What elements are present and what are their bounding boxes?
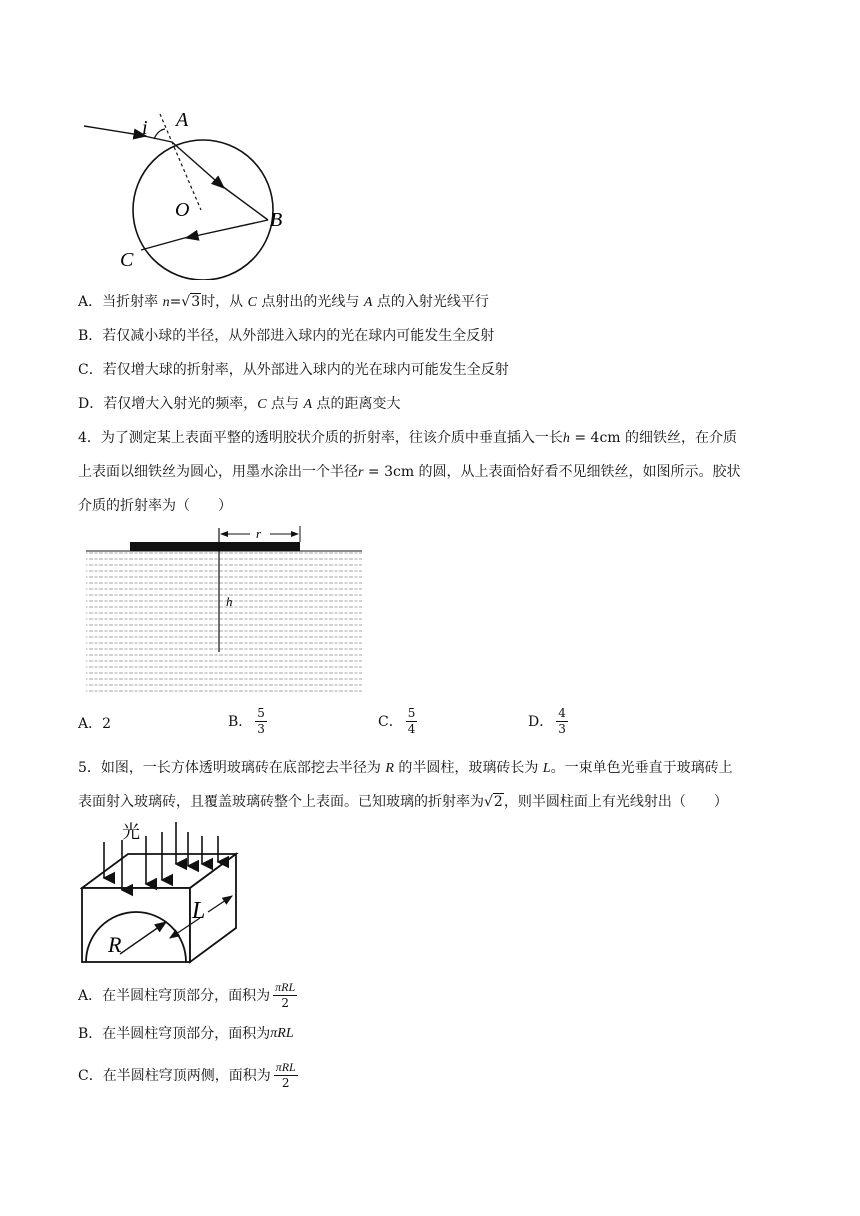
q4-option-c: C． $\frac{5}{4}$ (378, 706, 416, 736)
q5-option-b: B．在半圆柱穹顶部分，面积为 πRL (78, 1026, 294, 1042)
label-A: A (176, 109, 189, 131)
label-r: r (256, 526, 262, 541)
sphere-circle (133, 140, 273, 280)
label-C: C (120, 249, 134, 271)
ink-disc (130, 542, 300, 551)
q5-stem-line2: 表面射入玻璃砖，且覆盖玻璃砖整个上表面。已知玻璃的折射率为√2，则半圆柱面上有光线射出（ ） (78, 794, 728, 810)
fraction-piRL-2: $\frac{\text{πRL}}{2}$ (275, 980, 296, 1010)
medium-wire-figure (80, 520, 370, 698)
label-B: B (270, 209, 283, 231)
label-light: 光 (122, 822, 140, 843)
q3-option-a: A．当折射率 n=√3时，从 C 点射出的光线与 A 点的入射光线平行 (78, 294, 489, 310)
sqrt-3: √3 (181, 294, 201, 310)
refracted-ray-ab (172, 142, 224, 188)
label-O: O (175, 199, 190, 221)
q4-stem-line2: 上表面以细铁丝为圆心，用墨水涂出一个半径r = 3cm 的圆，从上表面恰好看不见细铁丝，如图所示。胶状 (78, 464, 741, 480)
q3-option-b: B．若仅减小球的半径，从外部进入球内的光在球内可能发生全反射 (78, 328, 495, 344)
fraction-4-3: $\frac{4}{3}$ (558, 706, 566, 736)
q5-option-a: A．在半圆柱穹顶部分，面积为 $\frac{\text{πRL}}{2}$ (78, 980, 296, 1010)
q4-option-d: D． $\frac{4}{3}$ (528, 706, 566, 736)
reflected-ray-bc (186, 220, 268, 238)
label-i: i (142, 117, 148, 139)
fraction-5-4: $\frac{5}{4}$ (407, 706, 416, 736)
label-R: R (108, 932, 122, 957)
fraction-5-3: $\frac{5}{3}$ (257, 706, 265, 736)
sqrt-2: √2 (484, 794, 503, 810)
fraction-piRL-2-c: $\frac{\text{πRL}}{2}$ (275, 1060, 296, 1090)
q4-option-a: A．2 (78, 716, 112, 732)
q5-stem-line1: 5．如图，一长方体透明玻璃砖在底部挖去半径为 R 的半圆柱，玻璃砖长为 L。一束单色光垂直于玻璃砖上 (78, 760, 733, 776)
q4-option-b: B． $\frac{5}{3}$ (228, 706, 265, 736)
label-L: L (192, 898, 206, 924)
glass-brick-figure (80, 818, 245, 968)
q5-option-c: C．在半圆柱穹顶两侧，面积为 $\frac{\text{πRL}}{2}$ (78, 1060, 296, 1090)
q4-stem-line1: 4．为了测定某上表面平整的透明胶状介质的折射率，往该介质中垂直插入一长h = 4cm 的细铁丝，在介质 (78, 430, 738, 446)
q3-option-d: D．若仅增大入射光的频率，C 点与 A 点的距离变大 (78, 396, 401, 412)
label-h: h (226, 594, 233, 609)
incident-ray (84, 126, 146, 136)
incidence-angle-arc (154, 129, 165, 139)
brick-front-face (82, 888, 190, 962)
q3-option-c: C．若仅增大球的折射率，从外部进入球内的光在球内可能发生全反射 (78, 362, 509, 378)
medium-body (86, 552, 362, 692)
sphere-refraction-figure (78, 100, 308, 280)
q4-stem-line3: 介质的折射率为（ ） (78, 498, 232, 514)
